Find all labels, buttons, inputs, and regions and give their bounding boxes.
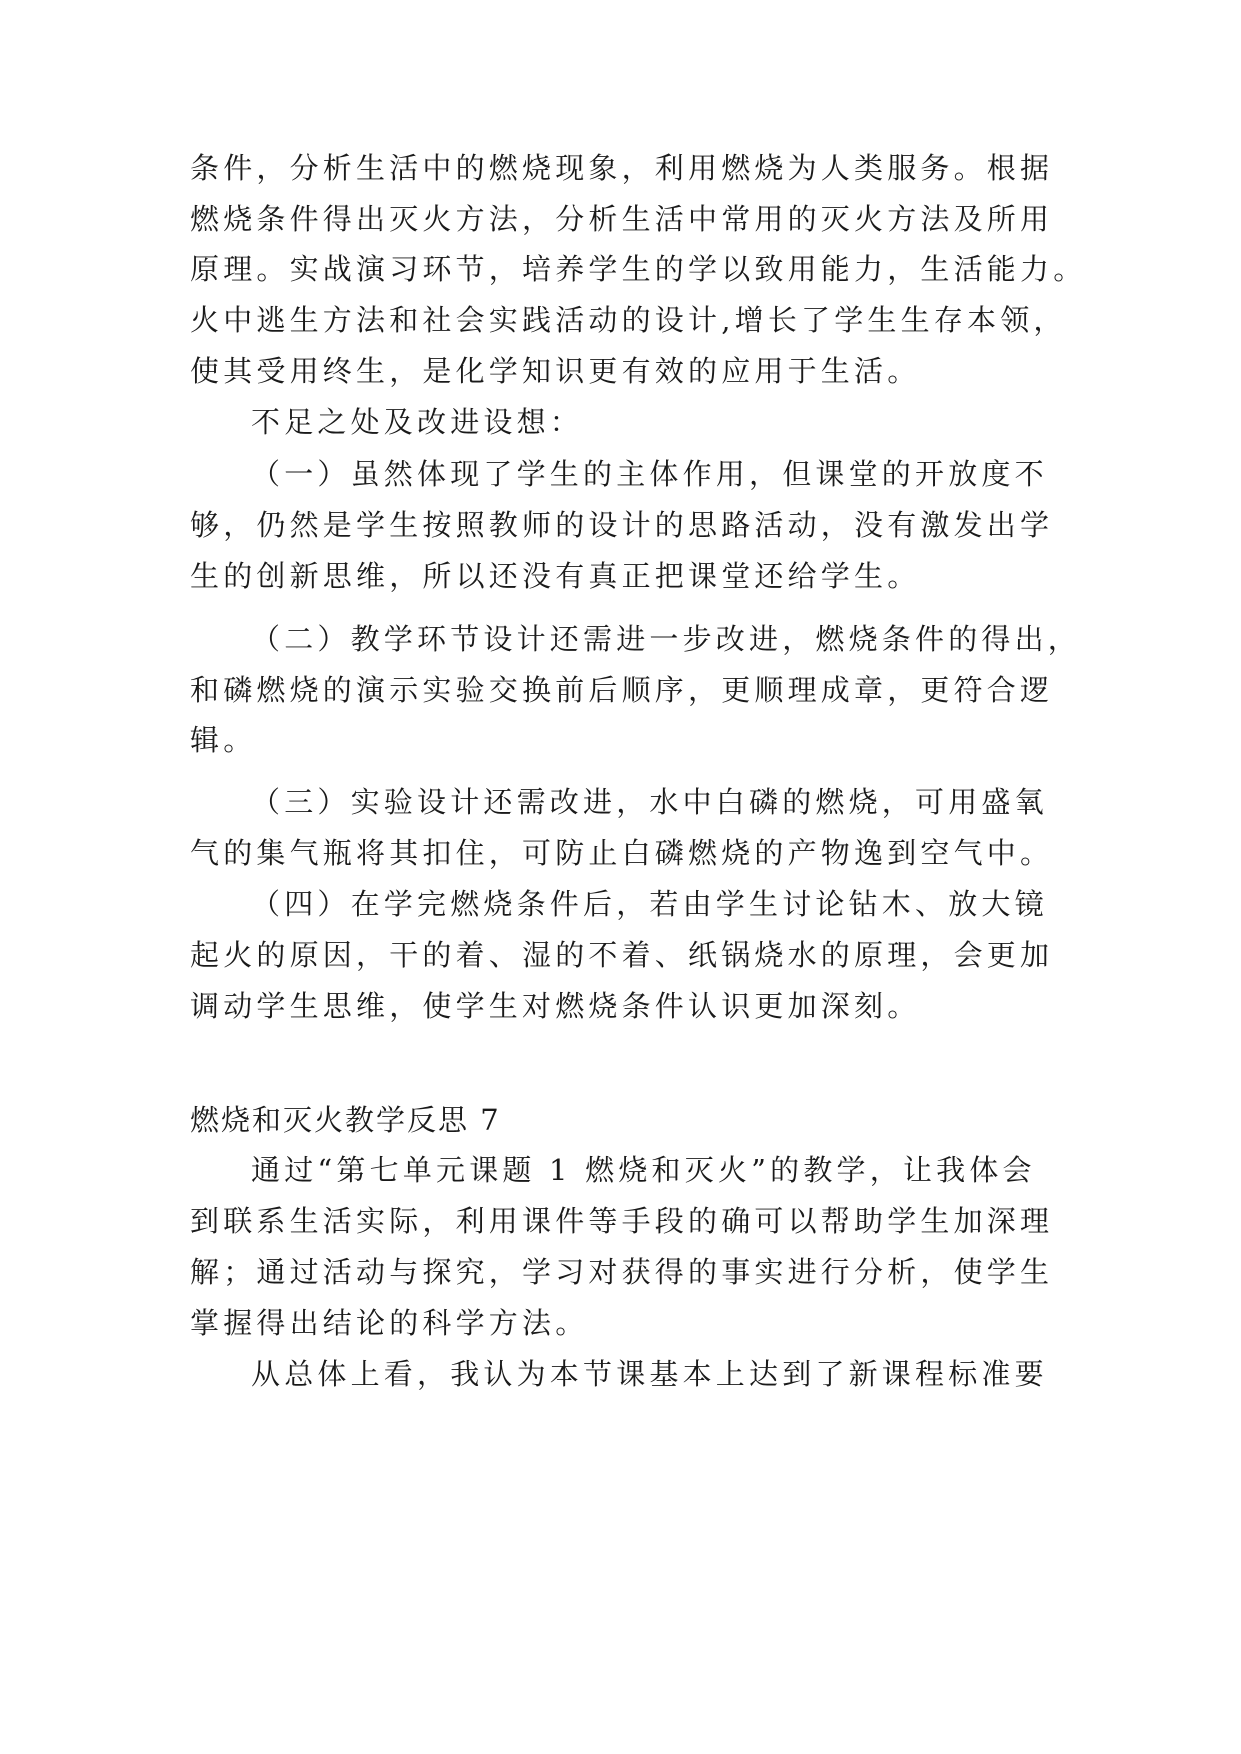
paragraph-line: 通过“第七单元课题 1 燃烧和灭火”的教学，让我体会 [251, 1153, 1036, 1187]
paragraph-line: 生的创新思维，所以还没有真正把课堂还给学生。 [190, 559, 921, 593]
paragraph-line: 调动学生思维，使学生对燃烧条件认识更加深刻。 [190, 989, 921, 1023]
paragraph-line: 解；通过活动与探究，学习对获得的事实进行分析，使学生 [190, 1255, 1054, 1289]
paragraph-line: 掌握得出结论的科学方法。 [190, 1306, 589, 1340]
paragraph-line: 够，仍然是学生按照教师的设计的思路活动，没有激发出学 [190, 508, 1054, 542]
paragraph-line: 原理。实战演习环节，培养学生的学以致用能力，生活能力。 [190, 252, 1087, 286]
section-heading: 燃烧和灭火教学反思 7 [190, 1103, 501, 1137]
paragraph-line: 条件，分析生活中的燃烧现象，利用燃烧为人类服务。根据 [190, 151, 1054, 185]
paragraph-line: 火中逃生方法和社会实践活动的设计,增长了学生生存本领， [190, 303, 1067, 337]
paragraph-line: （三）实验设计还需改进，水中白磷的燃烧，可用盛氧 [251, 785, 1048, 819]
paragraph-line: 辑。 [190, 723, 257, 757]
paragraph-line: 使其受用终生，是化学知识更有效的应用于生活。 [190, 354, 921, 388]
paragraph-line: （二）教学环节设计还需进一步改进，燃烧条件的得出， [251, 622, 1082, 656]
paragraph-line: 和磷燃烧的演示实验交换前后顺序，更顺理成章，更符合逻 [190, 673, 1054, 707]
paragraph-line: 气的集气瓶将其扣住，可防止白磷燃烧的产物逸到空气中。 [190, 836, 1054, 870]
paragraph-line: 燃烧条件得出灭火方法，分析生活中常用的灭火方法及所用 [190, 202, 1054, 236]
paragraph-line: （一）虽然体现了学生的主体作用，但课堂的开放度不 [251, 457, 1048, 491]
paragraph-line: 起火的原因，干的着、湿的不着、纸锅烧水的原理，会更加 [190, 938, 1054, 972]
paragraph-line: 从总体上看，我认为本节课基本上达到了新课程标准要 [251, 1357, 1048, 1391]
paragraph-line: 到联系生活实际，利用课件等手段的确可以帮助学生加深理 [190, 1204, 1054, 1238]
paragraph-line: 不足之处及改进设想： [251, 405, 584, 439]
paragraph-line: （四）在学完燃烧条件后，若由学生讨论钻木、放大镜 [251, 887, 1048, 921]
